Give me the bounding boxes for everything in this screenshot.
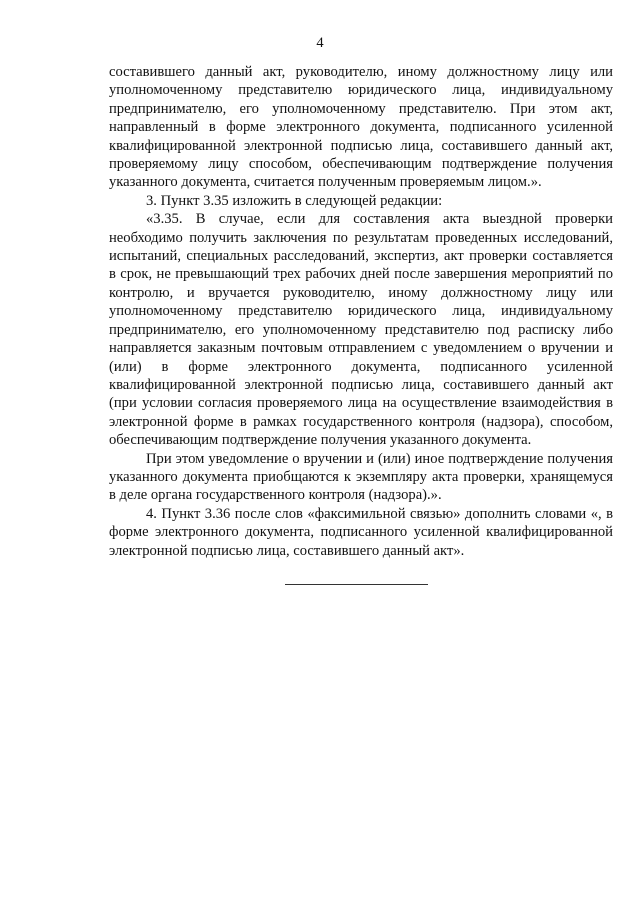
document-body bbox=[109, 63, 613, 560]
paragraph-item-4: 4. Пункт 3.36 после слов «факсимильной связью» дополнить словами «, в форме электронного документа, подписанного усиленной квалифицированной электронной подписью лица, составившего данный акт». bbox=[109, 505, 613, 559]
end-separator-line bbox=[285, 584, 428, 585]
page-number: 4 bbox=[316, 35, 324, 51]
paragraph-notification: При этом уведомление о вручении и (или) иное подтверждение получения указанного документа приобщаются к экземпляру акта проверки, хранящемуся в деле органа государственного контроля (надзора).». bbox=[109, 450, 613, 504]
paragraph-clause-3-35: «3.35. В случае, если для составления акта выездной проверки необходимо получить заключения по результатам проведенных исследований, испытаний, специальных расследований, экспертиз, акт проверки составляется в срок, не превышающий трех рабочих дней после завершения мероприятий по контролю, и вручается руководителю, иному должностному лицу или уполномоченному представителю юридического лица, индивидуальному предпринимателю, его уполномоченному представителю под расписку либо направляется заказным почтовым отправлением с уведомлением о вручении и (или) в форме электронного документа, подписанного усиленной квалифицированной электронной подписью лица, составившего данный акт (при условии согласия проверяемого лица на осуществление взаимодействия в электронной форме в рамках государственного контроля (надзора), способом, обеспечивающим подтверждение получения указанного документа. bbox=[109, 211, 613, 449]
paragraph-continuation: составившего данный акт, руководителю, иному должностному лицу или уполномоченному представителю юридического лица, индивидуальному предпринимателю, его уполномоченному представителю. При этом акт, направленный в форме электронного документа, подписанного усиленной квалифицированной электронной подписью лица, составившего данный акт, проверяемому лицу способом, обеспечивающим подтверждение получения указанного документа, считается полученным проверяемым лицом.». bbox=[109, 64, 613, 191]
paragraph-item-3: 3. Пункт 3.35 изложить в следующей редакции: bbox=[146, 192, 443, 209]
